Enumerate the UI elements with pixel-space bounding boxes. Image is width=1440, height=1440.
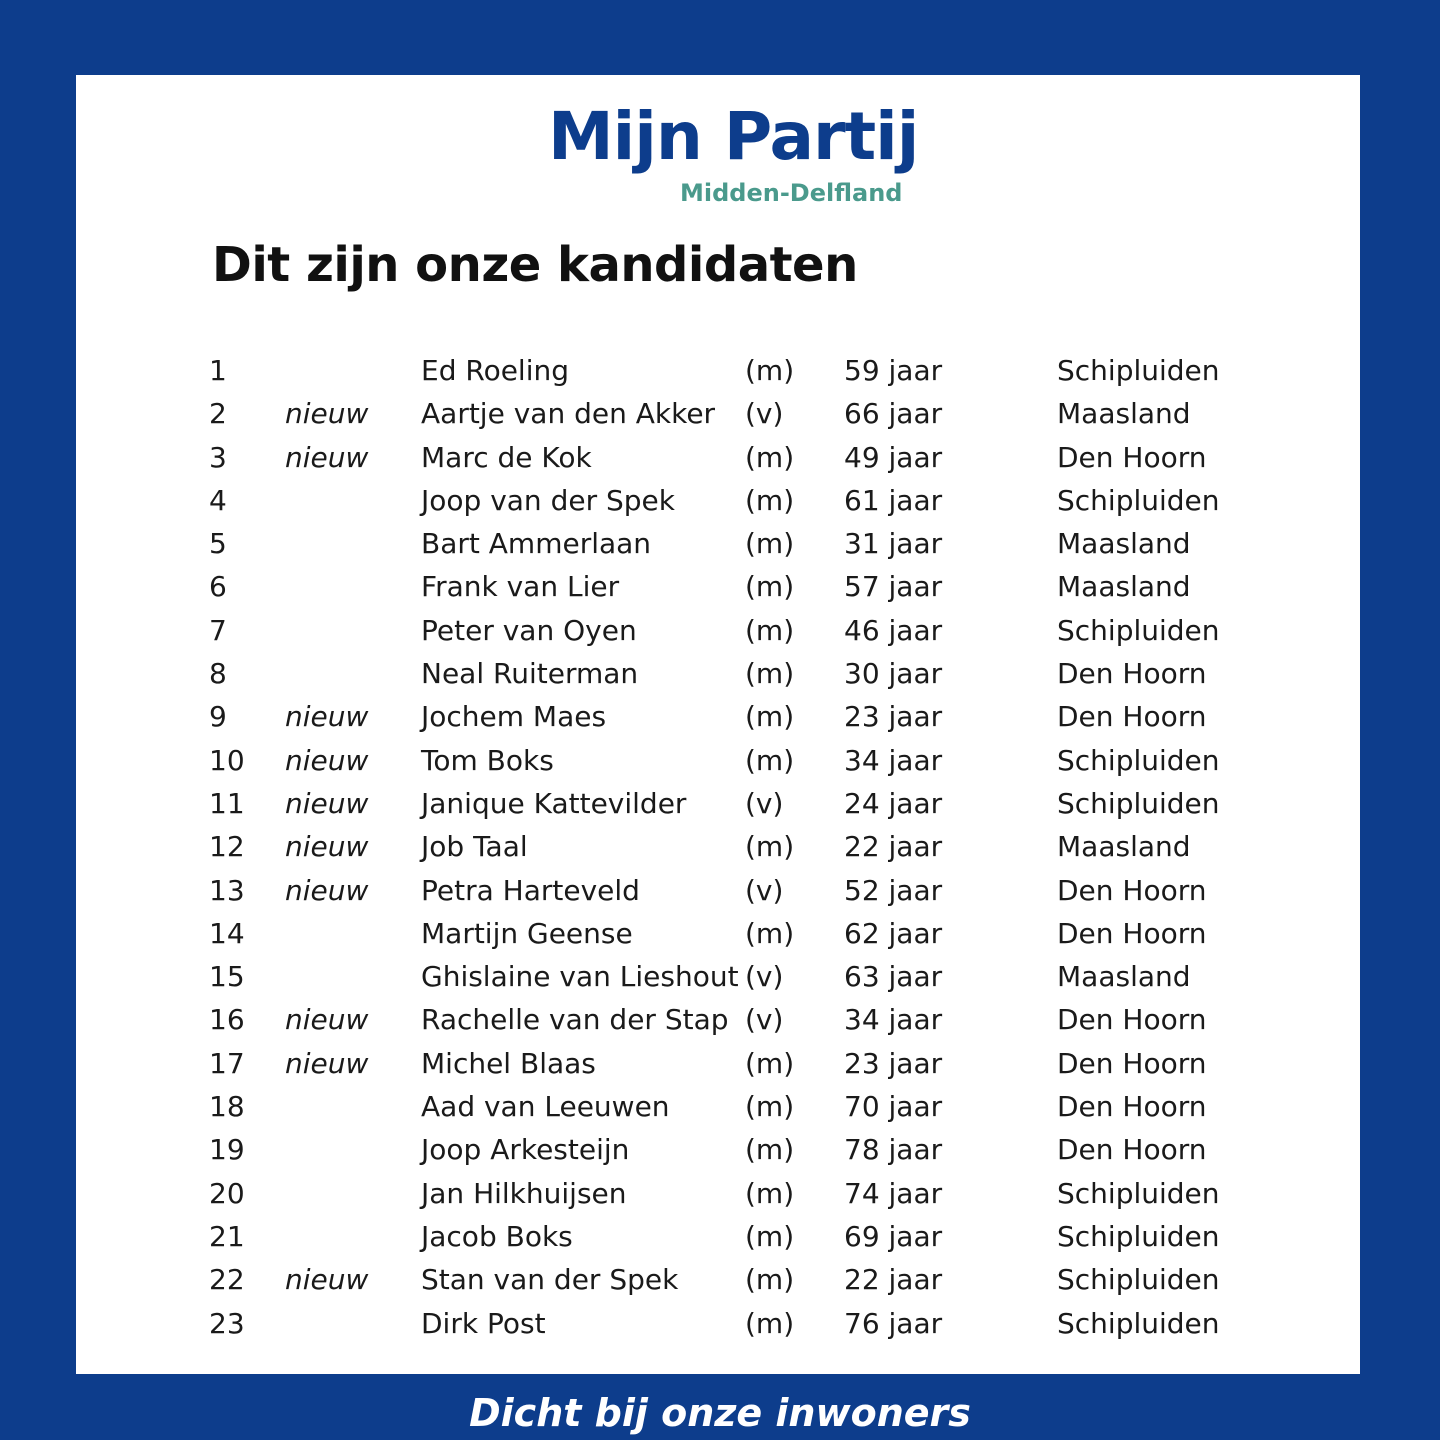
candidate-name: Bart Ammerlaan (421, 527, 652, 561)
candidate-number: 12 (209, 830, 245, 864)
candidate-place: Den Hoorn (1057, 700, 1207, 734)
candidate-place: Maasland (1057, 397, 1191, 431)
candidate-gender: (m) (745, 354, 795, 387)
candidate-age: 34 jaar (844, 743, 943, 777)
candidate-number: 13 (209, 873, 245, 907)
candidate-number: 22 (209, 1263, 245, 1297)
candidate-name: Dirk Post (421, 1306, 546, 1340)
candidate-place: Den Hoorn (1057, 916, 1207, 950)
candidate-name: Joop van der Spek (421, 483, 675, 517)
candidate-gender: (v) (745, 397, 784, 431)
candidate-gender: (m) (745, 830, 795, 864)
candidate-number: 2 (209, 397, 227, 431)
candidate-new-label: nieuw (285, 440, 369, 474)
candidate-age: 70 jaar (844, 1090, 943, 1124)
candidate-name: Rachelle van der Stap (421, 1003, 729, 1037)
candidate-row (0, 565, 1440, 608)
candidate-age: 24 jaar (844, 786, 943, 820)
candidate-name: Job Taal (421, 830, 528, 864)
candidate-number: 3 (209, 440, 227, 474)
candidate-name: Neal Ruiterman (421, 657, 639, 691)
candidate-name: Stan van der Spek (421, 1263, 679, 1297)
logo-subtitle: Midden-Delfland (680, 179, 903, 207)
candidate-place: Maasland (1057, 830, 1191, 864)
candidate-name: Petra Harteveld (421, 873, 640, 907)
candidate-gender: (m) (745, 743, 795, 777)
candidate-row (0, 955, 1440, 998)
candidate-number: 16 (209, 1003, 245, 1037)
candidate-name: Frank van Lier (421, 570, 620, 604)
candidate-age: 52 jaar (844, 873, 943, 907)
candidate-age: 62 jaar (844, 916, 943, 950)
candidate-number: 1 (209, 354, 227, 387)
candidate-gender: (m) (745, 440, 795, 474)
candidate-number: 11 (209, 786, 245, 820)
candidate-new-label: nieuw (285, 1263, 369, 1297)
candidate-name: Peter van Oyen (421, 613, 637, 647)
candidate-place: Den Hoorn (1057, 657, 1207, 691)
candidate-name: Marc de Kok (421, 440, 592, 474)
candidate-row (0, 436, 1440, 479)
candidate-new-label: nieuw (285, 1003, 369, 1037)
candidate-row (0, 998, 1440, 1041)
candidate-new-label: nieuw (285, 873, 369, 907)
candidate-row (0, 349, 1440, 392)
candidate-place: Maasland (1057, 960, 1191, 994)
candidate-row (0, 1042, 1440, 1085)
candidate-age: 69 jaar (844, 1219, 943, 1253)
candidate-number: 7 (209, 613, 227, 647)
candidate-number: 17 (209, 1046, 245, 1080)
candidate-age: 23 jaar (844, 700, 943, 734)
candidate-row (0, 392, 1440, 435)
candidate-age: 23 jaar (844, 1046, 943, 1080)
candidate-new-label: nieuw (285, 397, 369, 431)
candidate-gender: (m) (745, 483, 795, 517)
candidate-row (0, 1215, 1440, 1258)
candidate-name: Jacob Boks (421, 1219, 573, 1253)
candidate-row (0, 912, 1440, 955)
candidate-name: Martijn Geense (421, 916, 633, 950)
candidate-gender: (m) (745, 527, 795, 561)
party-logo (0, 92, 1440, 222)
candidate-gender: (m) (745, 1090, 795, 1124)
candidate-gender: (m) (745, 613, 795, 647)
candidate-name: Jochem Maes (421, 700, 607, 734)
logo-name: Mijn Partij (548, 98, 919, 175)
candidate-name: Ed Roeling (421, 354, 569, 387)
candidate-place: Schipluiden (1057, 1263, 1220, 1297)
candidate-gender: (m) (745, 1219, 795, 1253)
candidate-place: Maasland (1057, 527, 1191, 561)
candidate-place: Den Hoorn (1057, 440, 1207, 474)
candidate-age: 66 jaar (844, 397, 943, 431)
candidate-gender: (m) (745, 1263, 795, 1297)
candidate-new-label: nieuw (285, 830, 369, 864)
candidate-new-label: nieuw (285, 1046, 369, 1080)
candidate-place: Den Hoorn (1057, 1003, 1207, 1037)
page-title: Dit zijn onze kandidaten (212, 237, 858, 293)
candidate-number: 10 (209, 743, 245, 777)
candidate-age: 46 jaar (844, 613, 943, 647)
candidate-row (0, 1258, 1440, 1301)
candidate-number: 14 (209, 916, 245, 950)
candidate-number: 9 (209, 700, 227, 734)
candidate-age: 34 jaar (844, 1003, 943, 1037)
candidate-age: 78 jaar (844, 1133, 943, 1167)
candidate-row (0, 695, 1440, 738)
candidate-row (0, 739, 1440, 782)
candidate-row (0, 1302, 1440, 1345)
candidate-number: 5 (209, 527, 227, 561)
candidate-place: Den Hoorn (1057, 1046, 1207, 1080)
candidate-new-label: nieuw (285, 786, 369, 820)
candidate-new-label: nieuw (285, 700, 369, 734)
candidate-row (0, 1128, 1440, 1171)
candidate-gender: (v) (745, 873, 784, 907)
candidate-place: Schipluiden (1057, 786, 1220, 820)
candidate-age: 76 jaar (844, 1306, 943, 1340)
candidate-name: Joop Arkesteijn (421, 1133, 630, 1167)
candidate-age: 59 jaar (844, 354, 943, 387)
candidate-gender: (v) (745, 960, 784, 994)
candidate-row (0, 609, 1440, 652)
candidate-list (0, 349, 1440, 1345)
candidate-gender: (m) (745, 1046, 795, 1080)
candidate-place: Den Hoorn (1057, 1090, 1207, 1124)
candidate-row (0, 869, 1440, 912)
candidate-name: Aartje van den Akker (421, 397, 716, 431)
candidate-age: 30 jaar (844, 657, 943, 691)
candidate-place: Schipluiden (1057, 483, 1220, 517)
candidate-place: Schipluiden (1057, 1219, 1220, 1253)
candidate-gender: (m) (745, 1306, 795, 1340)
footer-slogan: Dicht bij onze inwoners (469, 1391, 971, 1435)
candidate-gender: (v) (745, 1003, 784, 1037)
candidate-number: 8 (209, 657, 227, 691)
candidate-row (0, 1085, 1440, 1128)
candidate-row (0, 782, 1440, 825)
candidate-number: 21 (209, 1219, 245, 1253)
candidate-gender: (m) (745, 570, 795, 604)
candidate-name: Ghislaine van Lieshout (421, 960, 739, 994)
candidate-place: Schipluiden (1057, 354, 1220, 387)
candidate-age: 74 jaar (844, 1176, 943, 1210)
candidate-place: Den Hoorn (1057, 1133, 1207, 1167)
candidate-place: Schipluiden (1057, 613, 1220, 647)
candidate-gender: (v) (745, 786, 784, 820)
candidate-age: 63 jaar (844, 960, 943, 994)
candidate-age: 31 jaar (844, 527, 943, 561)
candidate-name: Jan Hilkhuijsen (421, 1176, 627, 1210)
candidate-place: Maasland (1057, 570, 1191, 604)
candidate-number: 18 (209, 1090, 245, 1124)
candidate-age: 61 jaar (844, 483, 943, 517)
candidate-row (0, 1172, 1440, 1215)
candidate-age: 22 jaar (844, 1263, 943, 1297)
candidate-age: 22 jaar (844, 830, 943, 864)
candidate-number: 19 (209, 1133, 245, 1167)
candidate-gender: (m) (745, 700, 795, 734)
candidate-place: Schipluiden (1057, 1306, 1220, 1340)
candidate-gender: (m) (745, 916, 795, 950)
candidate-age: 49 jaar (844, 440, 943, 474)
candidate-place: Den Hoorn (1057, 873, 1207, 907)
candidate-number: 23 (209, 1306, 245, 1340)
candidate-gender: (m) (745, 1176, 795, 1210)
candidate-place: Schipluiden (1057, 743, 1220, 777)
candidate-row (0, 652, 1440, 695)
candidate-row (0, 522, 1440, 565)
candidate-name: Janique Kattevilder (421, 786, 687, 820)
candidate-number: 6 (209, 570, 227, 604)
candidate-name: Aad van Leeuwen (421, 1090, 670, 1124)
candidate-place: Schipluiden (1057, 1176, 1220, 1210)
candidate-gender: (m) (745, 657, 795, 691)
candidate-name: Tom Boks (421, 743, 554, 777)
candidate-number: 20 (209, 1176, 245, 1210)
candidate-name: Michel Blaas (421, 1046, 596, 1080)
candidate-number: 15 (209, 960, 245, 994)
candidate-new-label: nieuw (285, 743, 369, 777)
candidate-number: 4 (209, 483, 227, 517)
candidate-gender: (m) (745, 1133, 795, 1167)
candidate-row (0, 825, 1440, 868)
candidate-row (0, 479, 1440, 522)
candidate-age: 57 jaar (844, 570, 943, 604)
